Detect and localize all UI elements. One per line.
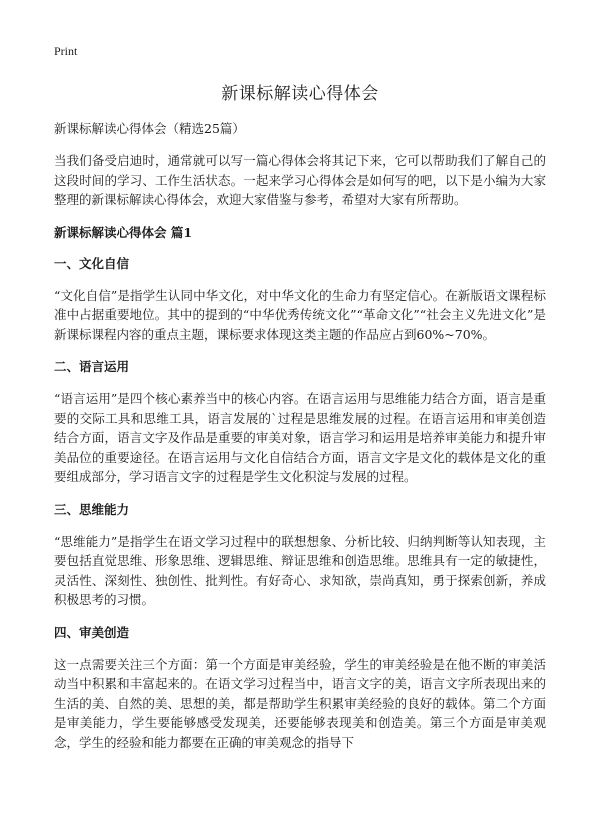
article-body xyxy=(54,120,546,766)
article-heading: 新课标解读心得体会 篇1 xyxy=(54,224,193,240)
section-heading-cultural-confidence: 一、文化自信 xyxy=(54,255,130,271)
article-subtitle: 新课标解读心得体会（精选25篇） xyxy=(54,121,245,136)
print-link[interactable]: Print xyxy=(54,44,78,58)
intro-paragraph: 当我们备受启迪时，通常就可以写一篇心得体会将其记下来，它可以帮助我们了解自己的这段时间的学习、工作生活状态。一起来学习心得体会是如何写的吧，以下是小编为大家整理的新课标解读心得体会，欢迎大家借鉴与参考，希望对大家有所帮助。 xyxy=(54,153,546,207)
section-text-aesthetic-creation: 这一点需要关注三个方面：第一个方面是审美经验，学生的审美经验是在他不断的审美活动当中积累和丰富起来的。在语文学习过程当中，语言文字的美，语言文字所表现出来的生活的美、自然的美、思想的美，都是帮助学生积累审美经验的良好的载体。第二个方面是审美能力，学生要能够感受发现美，还要能够表现美和创造美。第三个方面是审美观念，学生的经验和能力都要在正确的审美观念的指导下 xyxy=(54,656,546,750)
section-heading-thinking-ability: 三、思维能力 xyxy=(54,501,130,517)
section-text-thinking-ability: “思维能力”是指学生在语文学习过程中的联想想象、分析比较、归纳判断等认知表现，主要包括直觉思维、形象思维、逻辑思维、辩证思维和创造思维。思维具有一定的敏捷性，灵活性、深刻性、独创性、批判性。有好奇心、求知欲，崇尚真知，勇于探索创新，养成积极思考的习惯。 xyxy=(54,533,546,607)
section-heading-aesthetic-creation: 四、审美创造 xyxy=(54,624,130,640)
section-heading-language-use: 二、语言运用 xyxy=(54,359,130,374)
section-text-cultural-confidence: “文化自信”是指学生认同中华文化，对中华文化的生命力有坚定信心。在新版语文课程标准中占据重要地位。其中的提到的“中华优秀传统文化”“革命文化”“社会主义先进文化”是新课标课程内容的重点主题，课标要求体现这类主题的作品应占到60%~70%。 xyxy=(54,287,546,342)
section-text-language-use: “语言运用”是四个核心素养当中的核心内容。在语言运用与思维能力结合方面，语言是重要的交际工具和思维工具，语言发展的`过程是思维发展的过程。在语言运用和审美创造结合方面，语言文字及作品是重要的审美对象，语言学习和运用是培养审美能力和提升审美品位的重要途径。在语言运用与文化自信结合方面，语言文字是文化的载体是文化的重要组成部分，学习语言文字的过程是学生文化积淀与发展的过程。 xyxy=(54,391,546,484)
page-title: 新课标解读心得体会 xyxy=(221,84,379,104)
